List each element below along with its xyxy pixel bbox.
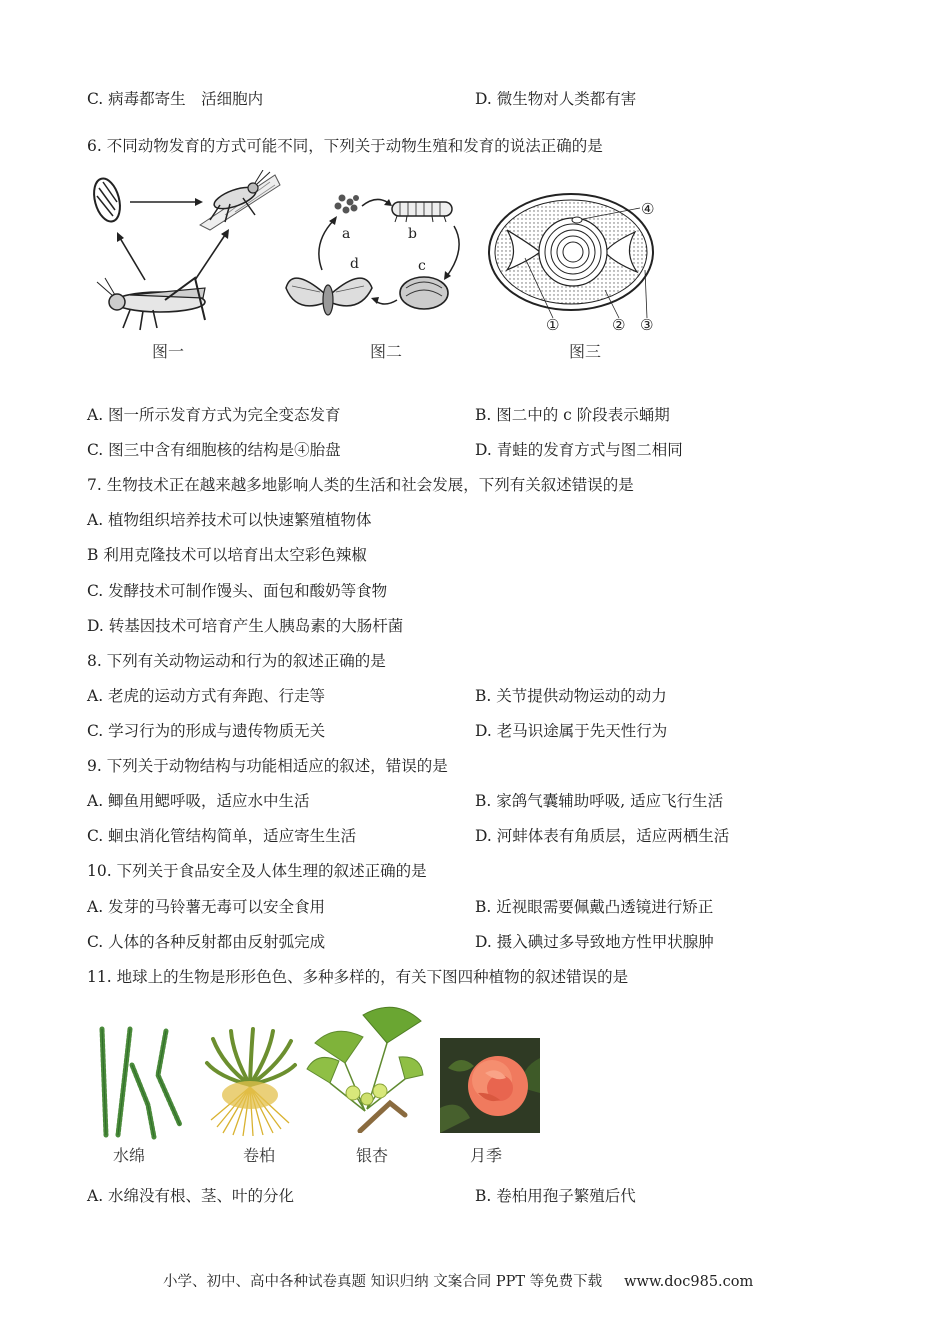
q8-option-b: B. 关节提供动物运动的动力 — [475, 687, 667, 705]
label-c: c — [418, 258, 426, 274]
q9-option-b: B. 家鸽气囊辅助呼吸, 适应飞行生活 — [475, 792, 724, 810]
q6-option-b: B. 图二中的 c 阶段表示蛹期 — [475, 406, 670, 424]
q10-option-a: A. 发芽的马铃薯无毒可以安全食用 — [87, 898, 326, 916]
q6-option-c: C. 图三中含有细胞核的结构是④胎盘 — [87, 441, 341, 459]
q6-option-a: A. 图一所示发育方式为完全变态发育 — [87, 406, 341, 424]
figure-2-complete-metamorphosis — [282, 188, 482, 328]
q6-stem: 6. 不同动物发育的方式可能不同，下列关于动物生殖和发育的说法正确的是 — [87, 137, 603, 155]
q9-option-a: A. 鲫鱼用鳃呼吸，适应水中生活 — [87, 792, 310, 810]
figure-2-caption: 图二 — [370, 342, 403, 361]
q10-option-b: B. 近视眼需要佩戴凸透镜进行矫正 — [475, 898, 714, 916]
figure-1-grasshopper-development — [85, 170, 285, 335]
q9-option-c: C. 蛔虫消化管结构简单，适应寄生生活 — [87, 827, 357, 845]
q7-option-a: A. 植物组织培养技术可以快速繁殖植物体 — [87, 511, 372, 529]
q9-stem: 9. 下列关于动物结构与功能相适应的叙述，错误的是 — [87, 757, 448, 775]
larva-icon — [392, 202, 452, 222]
footer-url[interactable]: www.doc985.com — [624, 1274, 754, 1290]
label-4: ④ — [641, 200, 655, 218]
label-2: ② — [612, 316, 626, 334]
q11-option-a: A. 水绵没有根、茎、叶的分化 — [87, 1187, 295, 1205]
q11-option-b: B. 卷柏用孢子繁殖后代 — [475, 1187, 636, 1205]
page-footer — [163, 1270, 753, 1291]
plant-caption-selaginella: 卷柏 — [243, 1146, 276, 1165]
plant-caption-spirogyra: 水绵 — [113, 1146, 146, 1165]
nymph-icon — [200, 170, 280, 230]
spirogyra-image — [88, 1025, 188, 1140]
label-3: ③ — [640, 316, 654, 334]
q8-stem: 8. 下列有关动物运动和行为的叙述正确的是 — [87, 652, 386, 670]
q7-option-c: C. 发酵技术可制作馒头、面包和酸奶等食物 — [87, 582, 388, 600]
plant-caption-rose: 月季 — [470, 1146, 503, 1165]
ginkgo-image — [305, 1003, 425, 1133]
figure-1-caption: 图一 — [152, 342, 185, 361]
q8-option-c: C. 学习行为的形成与遗传物质无关 — [87, 722, 326, 740]
adult-grasshopper-icon — [97, 278, 205, 330]
plant-caption-ginkgo: 银杏 — [356, 1146, 389, 1165]
q10-option-c: C. 人体的各种反射都由反射弧完成 — [87, 933, 326, 951]
egg-icon — [90, 176, 125, 225]
q5-option-d: D. 微生物对人类都有害 — [475, 90, 637, 108]
q8-option-a: A. 老虎的运动方式有奔跑、行走等 — [87, 687, 326, 705]
rose-image — [440, 1038, 540, 1133]
pupa-icon — [400, 277, 448, 309]
label-b: b — [408, 226, 417, 242]
q6-option-d: D. 青蛙的发育方式与图二相同 — [475, 441, 683, 459]
label-1: ① — [546, 316, 560, 334]
moth-icon — [286, 278, 372, 315]
q9-option-d: D. 河蚌体表有角质层，适应两栖生活 — [475, 827, 730, 845]
q7-option-d: D. 转基因技术可培育产生人胰岛素的大肠杆菌 — [87, 617, 404, 635]
eggs-icon — [335, 195, 360, 214]
q10-stem: 10. 下列关于食品安全及人体生理的叙述正确的是 — [87, 862, 427, 880]
q11-stem: 11. 地球上的生物是形形色色、多种多样的，有关下图四种植物的叙述错误的是 — [87, 968, 629, 986]
q7-stem: 7. 生物技术正在越来越多地影响人类的生活和社会发展，下列有关叙述错误的是 — [87, 476, 634, 494]
label-a: a — [342, 226, 351, 242]
q5-option-c: C. 病毒都寄生 活细胞内 — [87, 90, 264, 108]
figure-3-caption: 图三 — [569, 342, 602, 361]
q10-option-d: D. 摄入碘过多导致地方性甲状腺肿 — [475, 933, 714, 951]
selaginella-image — [203, 1025, 298, 1137]
label-d: d — [350, 256, 359, 272]
q7-option-b: B 利用克隆技术可以培育出太空彩色辣椒 — [87, 546, 367, 564]
footer-text: 小学、初中、高中各种试卷真题 知识归纳 文案合同 PPT 等免费下载 — [163, 1274, 603, 1290]
figure-3-egg-structure — [485, 190, 675, 340]
q8-option-d: D. 老马识途属于先天性行为 — [475, 722, 668, 740]
